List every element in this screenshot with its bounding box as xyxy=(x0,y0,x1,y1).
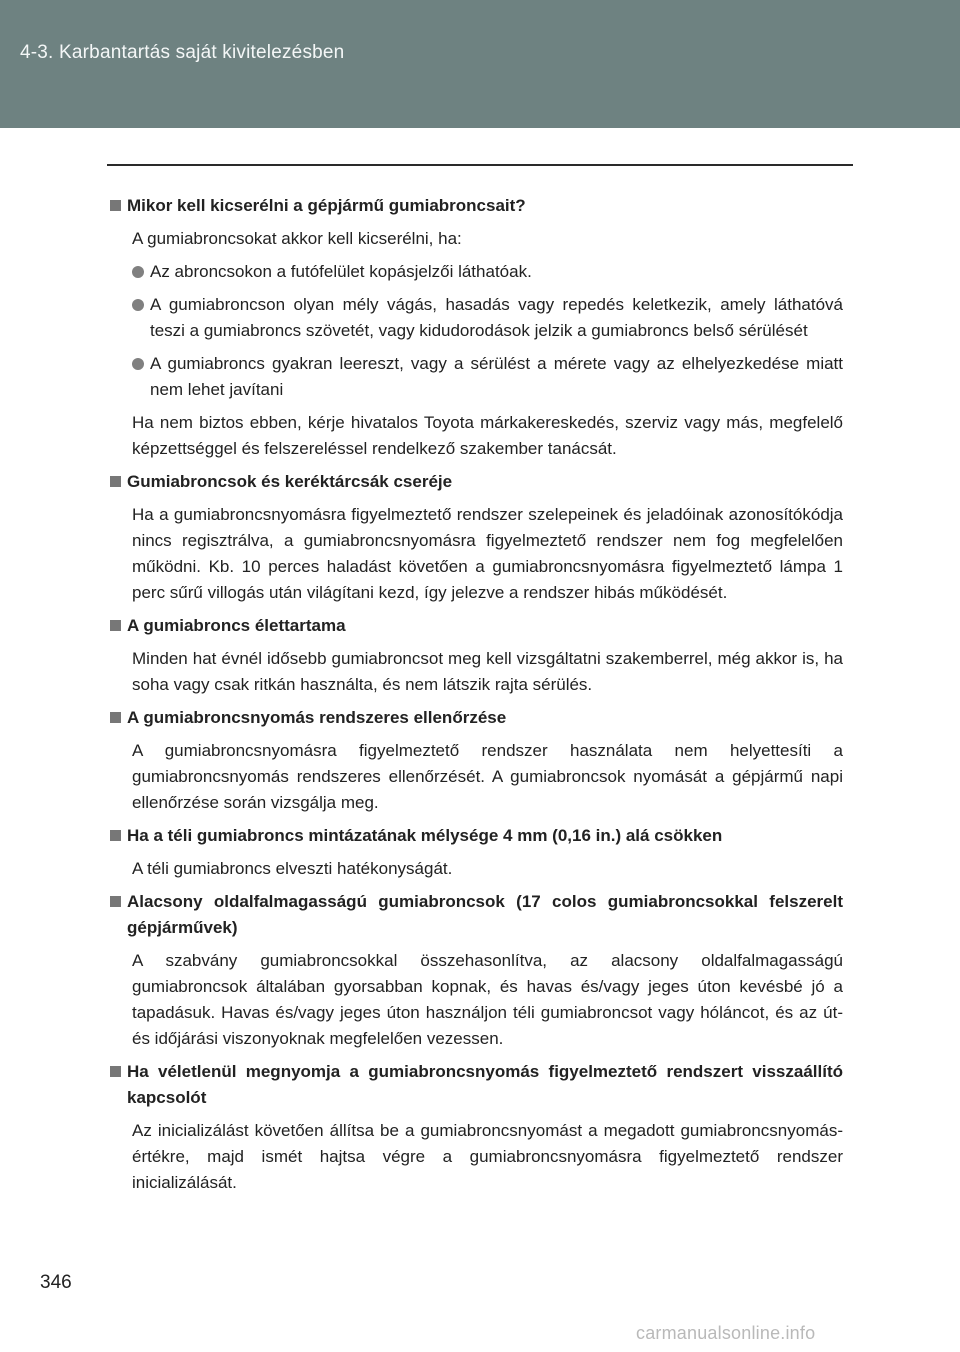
square-bullet-icon xyxy=(110,476,121,487)
section-reset-switch xyxy=(110,1059,843,1196)
section-wheel-change xyxy=(110,469,843,606)
section-body: Ha nem biztos ebben, kérje hivatalos Toyota márkakereskedés, szerviz vagy más, megfelelő képzettséggel és felszereléssel rendelkező szakember tanácsát. xyxy=(132,413,843,458)
section-body: A téli gumiabroncs elveszti hatékonyságát. xyxy=(132,859,453,878)
section-tire-replacement xyxy=(110,193,843,462)
section-heading: Gumiabroncsok és keréktárcsák cseréje xyxy=(110,469,843,495)
watermark: carmanualsonline.info xyxy=(636,1323,816,1343)
list-item: A gumiabroncson olyan mély vágás, hasadás vagy repedés keletkezik, amely láthatóvá teszi a gumiabroncs szövetét, vagy kidudorodások jelzik a gumiabroncs belső sérülését xyxy=(132,292,843,344)
section-tire-life xyxy=(110,613,843,698)
round-bullet-icon xyxy=(132,358,144,370)
section-body: Minden hat évnél idősebb gumiabroncsot meg kell vizsgáltatni szakemberrel, még akkor is, ha soha vagy csak ritkán használta, és nem látszik rajta sérülés. xyxy=(132,649,843,694)
section-body: Ha a gumiabroncsnyomásra figyelmeztető rendszer szelepeinek és jeladóinak azonosítókódja nincs regisztrálva, a gumiabroncsnyomásra figyelmeztető rendszer nem fog megfelelően működni. Kb. 10 perces haladást követően a gumiabroncsnyomásra figyelmeztető lámpa 1 perc sűrű villogás után világítani kezd, így jelezve a rendszer hibás működését. xyxy=(132,505,843,602)
chapter-header-band xyxy=(0,0,960,128)
square-bullet-icon xyxy=(110,620,121,631)
square-bullet-icon xyxy=(110,712,121,723)
square-bullet-icon xyxy=(110,830,121,841)
section-intro: A gumiabroncsokat akkor kell kicserélni, ha: xyxy=(132,229,462,248)
list-item: Az abroncsokon a futófelület kopásjelzői láthatóak. xyxy=(132,259,843,285)
section-heading: A gumiabroncs élettartama xyxy=(110,613,843,639)
top-divider xyxy=(107,164,853,166)
section-body: A szabvány gumiabroncsokkal összehasonlítva, az alacsony oldalfalmagasságú gumiabroncsok általában gyorsabban kopnak, és havas és/vagy jeges úton kevésbé jó a tapadásuk. Havas és/vagy jeges úton használjon téli gumiabroncsot vagy hóláncot, és az út- és időjárási viszonyoknak megfelelően vezessen. xyxy=(132,951,843,1048)
page-content xyxy=(110,193,843,1203)
square-bullet-icon xyxy=(110,896,121,907)
list-item: A gumiabroncs gyakran leereszt, vagy a sérülést a mérete vagy az elhelyezkedése miatt nem lehet javítani xyxy=(132,351,843,403)
section-heading: Ha a téli gumiabroncs mintázatának mélysége 4 mm (0,16 in.) alá csökken xyxy=(110,823,843,849)
section-heading: Ha véletlenül megnyomja a gumiabroncsnyomás figyelmeztető rendszert visszaállító kapcsolót xyxy=(110,1059,843,1111)
round-bullet-icon xyxy=(132,299,144,311)
section-heading: Mikor kell kicserélni a gépjármű gumiabroncsait? xyxy=(110,193,843,219)
round-bullet-icon xyxy=(132,266,144,278)
square-bullet-icon xyxy=(110,1066,121,1077)
chapter-title: 4-3. Karbantartás saját kivitelezésben xyxy=(20,42,345,63)
section-low-profile xyxy=(110,889,843,1052)
page-number: 346 xyxy=(40,1272,72,1293)
section-heading: Alacsony oldalfalmagasságú gumiabroncsok (17 colos gumiabroncsokkal felszerelt gépjárművek) xyxy=(110,889,843,941)
section-body: A gumiabroncsnyomásra figyelmeztető rendszer használata nem helyettesíti a gumiabroncsnyomás rendszeres ellenőrzését. A gumiabroncsok nyomását a gépjármű napi ellenőrzése során vizsgálja meg. xyxy=(132,741,843,812)
section-winter-tread xyxy=(110,823,843,882)
section-pressure-check xyxy=(110,705,843,816)
square-bullet-icon xyxy=(110,200,121,211)
section-body: Az inicializálást követően állítsa be a gumiabroncsnyomást a megadott gumiabroncsnyomás-értékre, majd ismét hajtsa végre a gumiabroncsnyomásra figyelmeztető rendszer inicializálását. xyxy=(132,1121,843,1192)
section-heading: A gumiabroncsnyomás rendszeres ellenőrzése xyxy=(110,705,843,731)
